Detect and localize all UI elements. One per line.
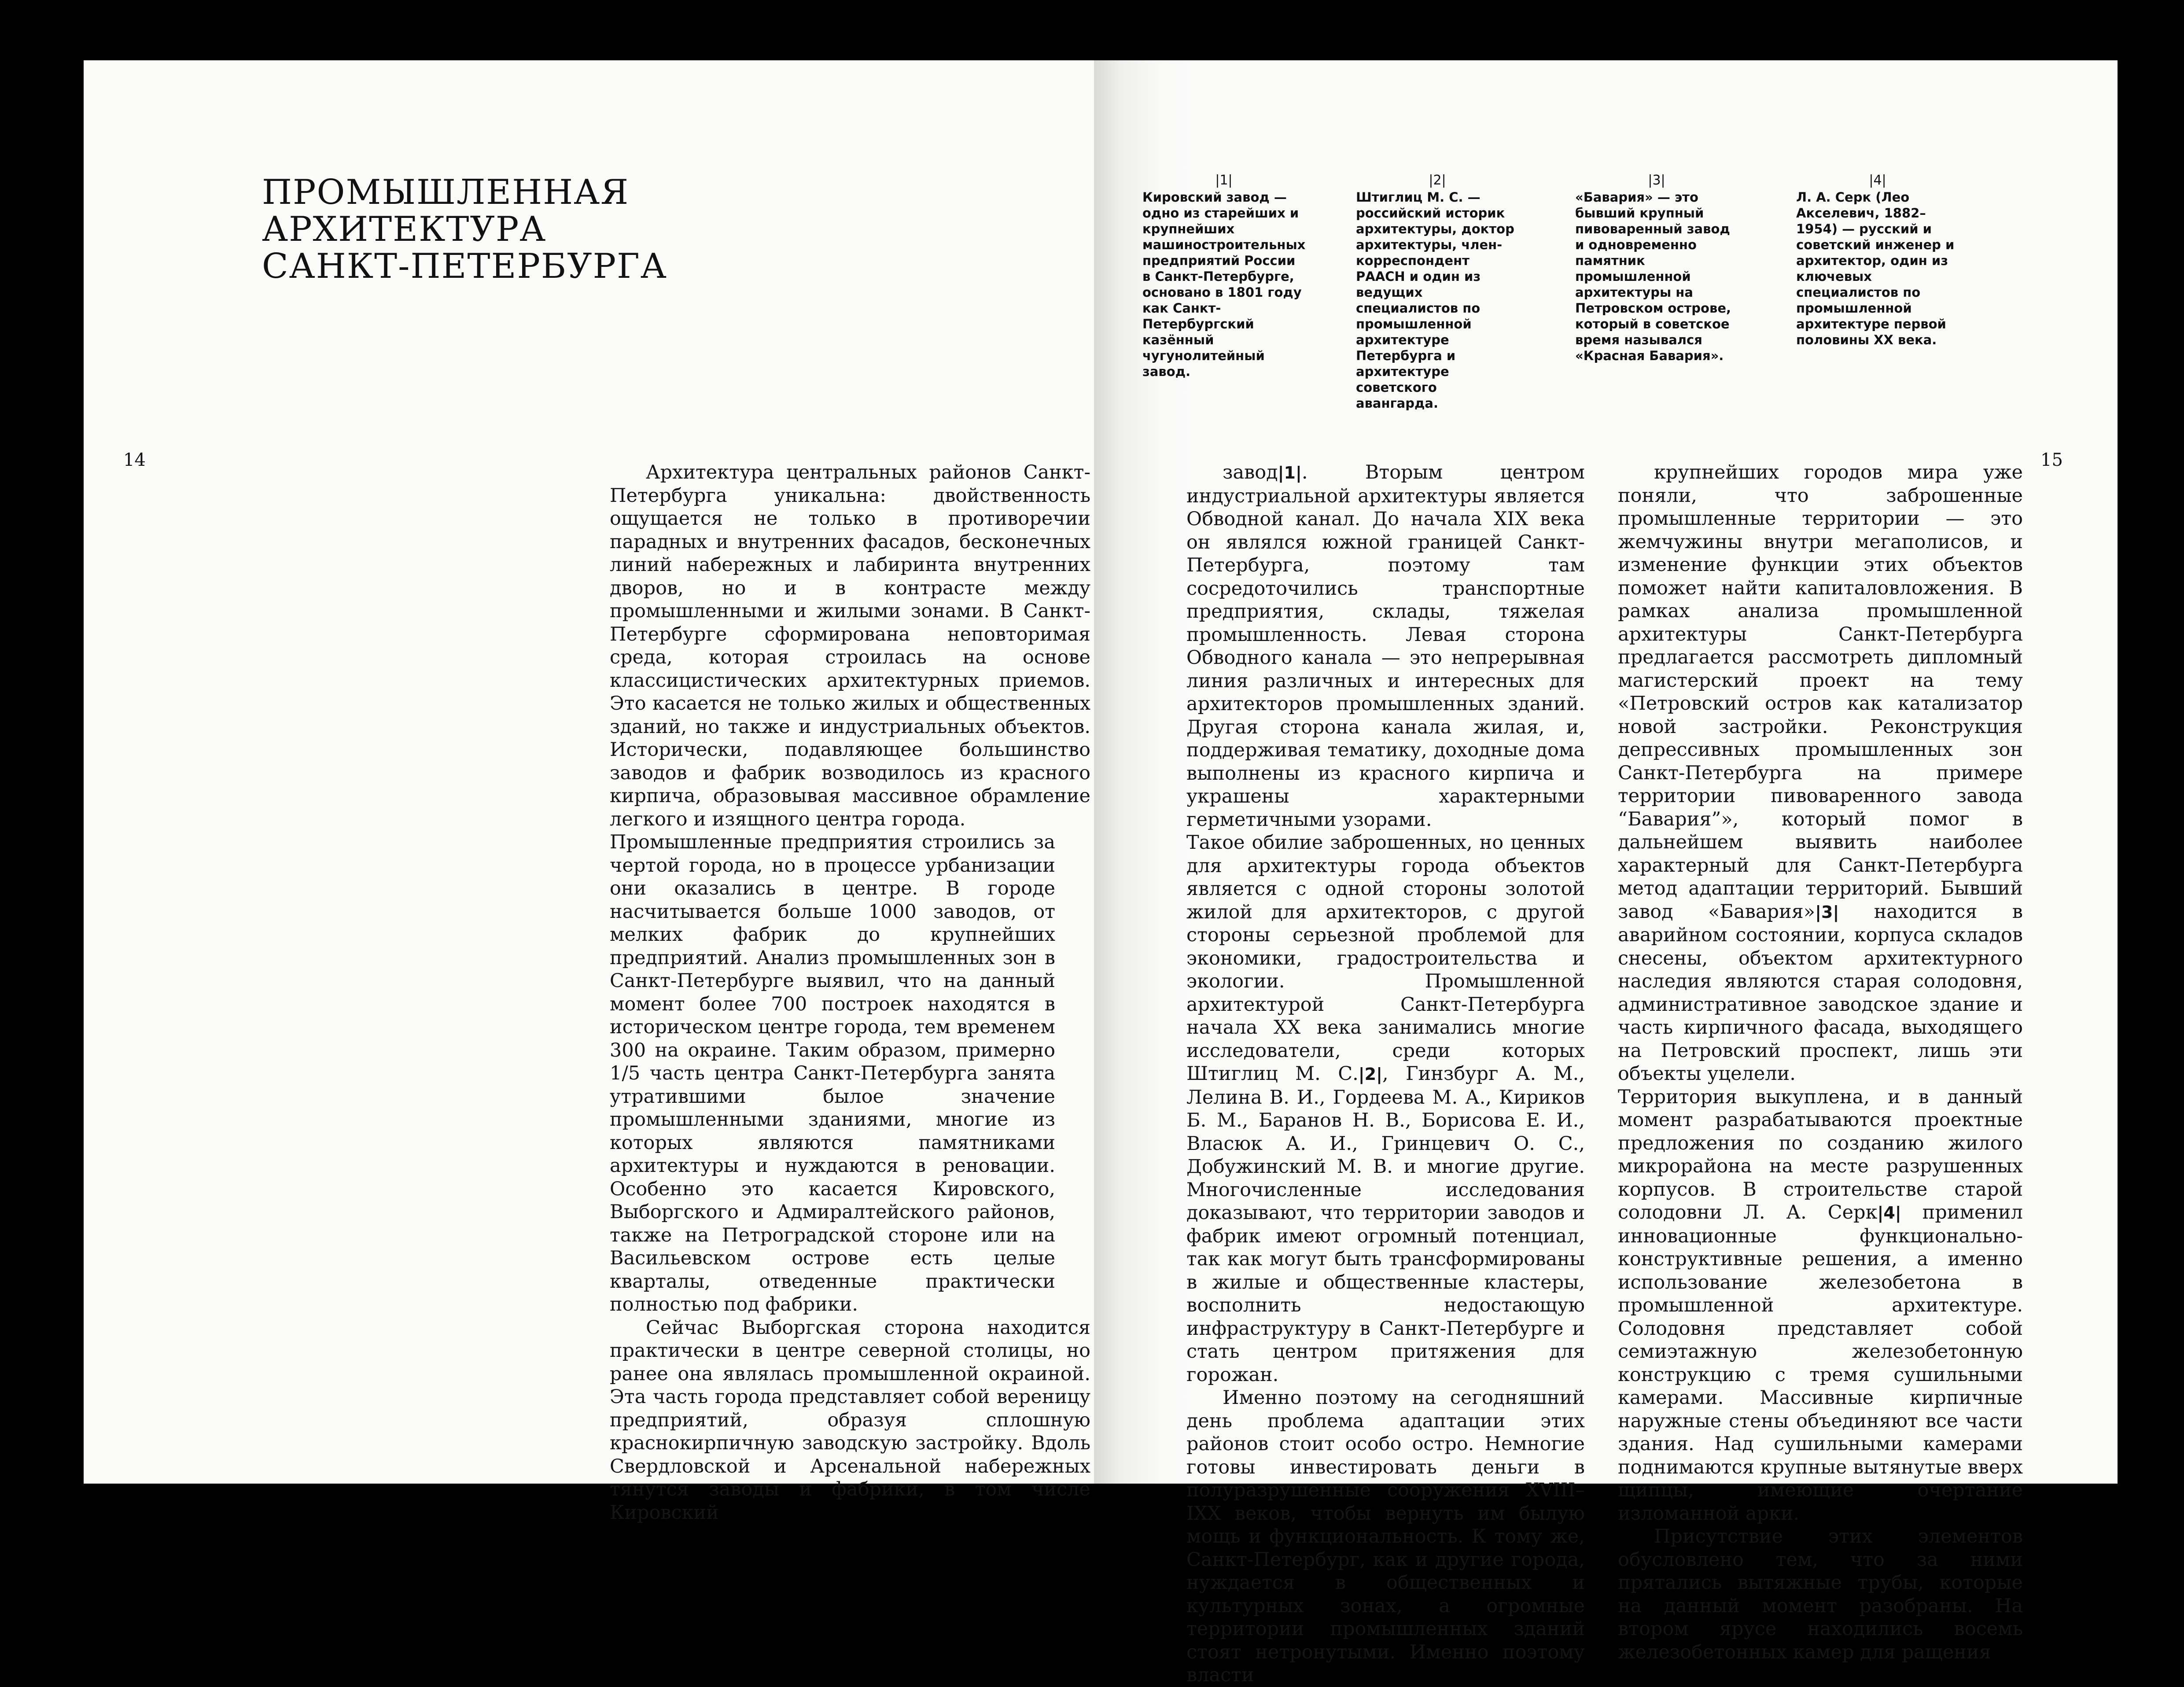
body-paragraph: Промышленные предприятия строились за чертой города, но в процессе урбанизации они оказались в центре. В городе насчитывается больше 1000 заводов, от мелких фабрик до крупнейших предприятий. Анализ промышленных зон в Санкт-Петербурге выявил, что на данный момент более 700 построек находятся в историческом центре города, тем временем 300 на окраине. Таким образом, примерно 1/5 часть центра Санкт-Петербурга занята утратившими былое значение промышленными зданиями, многие из которых являются памятниками архитектуры и нуждаются в реновации. Особенно это касается Кировского, Выборгского и Адмиралтейского районов, также на Петроградской стороне или на Васильевском острове есть целые кварталы, отведенные практически полностью под фабрики. — [610, 831, 1055, 1315]
footnote-text: «Бавария» — это бывший крупный пивоваренный завод и одновременно памятник промышленной архитектуры на Петровском острове, который в советское время назывался «Красная Бавария». — [1575, 190, 1731, 363]
footnote-number: |4| — [1869, 173, 1886, 188]
footnote-3 — [1575, 173, 1738, 364]
body-paragraph: Территория выкуплена, и в данный момент разрабатываются проектные предложения по созданию жилого микрорайона на месте разрушенных корпусов. В строительстве старой солодовни Л. А. Серк|4| применил инновационные функционально-конструктивные решения, а именно использование железобетона в промышленной архитектуре. Солодовня представляет собой семиэтажную железобетонную конструкцию с тремя сушильными камерами. Массивные кирпичные наружные стены объединяют все части здания. Над сушильными камерами поднимаются крупные вытянутые вверх щипцы, имеющие очертание изломанной арки. — [1618, 1086, 2023, 1525]
footnote-4 — [1796, 173, 1959, 348]
footnote-2 — [1356, 173, 1519, 411]
page-title — [262, 174, 667, 285]
title-line-3: САНКТ-ПЕТЕРБУРГА — [262, 247, 667, 286]
body-paragraph: крупнейших городов мира уже поняли, что заброшенные промышленные территории — это жемчужины внутри мегаполисов, и изменение функции этих объектов поможет найти капиталовложения. В рамках анализа промышленной архитектуры Санкт-Петербурга предлагается рассмотреть дипломный магистерский проект на тему «Петровский остров как катализатор новой застройки. Реконструкция депрессивных промышленных зон Санкт-Петербурга на примере территории пивоваренного завода “Бавария”», который помог в дальнейшем выявить наиболее характерный для Санкт-Петербурга метод адаптации территорий. Бывший завод «Бавария»|3| находится в аварийном состоянии, корпуса складов снесены, объектом архитектурного наследия являются старая солодовня, административное заводское здание и часть кирпичного фасада, выходящего на Петровский проспект, лишь эти объекты уцелели. — [1618, 461, 2023, 1085]
right-body-column-2 — [1618, 461, 2023, 1664]
footnote-number: |3| — [1648, 173, 1665, 188]
page-number-right: 15 — [2040, 450, 2063, 470]
body-paragraph: Такое обилие заброшенных, но ценных для архитектуры города объектов является с одной стороны золотой жилой для архитекторов, с другой стороны серьезной проблемой для экономики, градостроительства и экологии. Промышленной архитектурой Санкт-Петербурга начала XX века занимались многие исследователи, среди которых Штиглиц М. С.|2|, Гинзбург А. М., Лелина В. И., Гордеева М. А., Кириков Б. М., Баранов Н. В., Борисова Е. И., Власюк А. И., Гринцевич О. С., Добужинский М. В. и многие другие. Многочисленные исследования доказывают, что территории заводов и фабрик имеют огромный потенциал, так как могут быть трансформированы в жилые и общественные кластеры, восполнить недостающую инфраструктуру в Санкт-Петербурге и стать центром притяжения для горожан. — [1186, 832, 1585, 1386]
body-paragraph: Сейчас Выборгская сторона находится практически в центре северной столицы, но ранее она являлась промышленной окраиной. Эта часть города представляет собой вереницу предприятий, образуя сплошную краснокирпичную заводскую застройку. Вдоль Свердловской и Арсенальной набережных тянутся заводы и фабрики, в том числе Кировский — [610, 1316, 1090, 1524]
title-line-2: АРХИТЕКТУРА — [262, 210, 547, 249]
footnote-number: |2| — [1429, 173, 1446, 188]
body-paragraph: Архитектура центральных районов Санкт-Петербурга уникальна: двойственность ощущается не только в противоречии парадных и внутренних фасадов, бесконечных линий набережных и лабиринта внутренних дворов, но и в контрасте между промышленными и жилыми зонами. В Санкт-Петербурге сформирована неповторимая среда, которая строилась на основе классицистических архитектурных приемов. Это касается не только жилых и общественных зданий, но также и индустриальных объектов. Исторически, подавляющее большинство заводов и фабрик возводилось из красного кирпича, образовывая массивное обрамление легкого и изящного центра города. — [610, 461, 1090, 830]
footnote-text: Кировский завод — одно из старейших и крупнейших машиностроительных предприятий России в Санкт-Петербурге, основано в 1801 году как Санкт-Петербургский казённый чугунолитейный завод. — [1142, 190, 1306, 379]
footnote-1 — [1142, 173, 1305, 379]
page-number-left: 14 — [123, 450, 146, 470]
footnote-ref-1: |1| — [1278, 463, 1302, 483]
body-paragraph: завод|1|. Вторым центром индустриальной архитектуры является Обводной канал. До начала XIX века он являлся южной границей Санкт-Петербурга, поэтому там сосредоточились транспортные предприятия, склады, тяжелая промышленность. Левая сторона Обводного канала — это непрерывная линия различных и интересных для архитекторов промышленных зданий. Другая сторона канала жилая, и, поддерживая тематику, доходные дома выполнены из красного кирпича и украшены характерными герметичными узорами. — [1186, 461, 1585, 831]
right-page — [1094, 60, 2118, 1686]
left-page — [84, 60, 1094, 1524]
title-line-1: ПРОМЫШЛЕННАЯ — [262, 173, 630, 212]
footnote-text: Л. А. Серк (Лео Акселевич, 1882–1954) — русский и советский инженер и архитектор, один из ключевых специалистов по промышленной архитектуре первой половины XX века. — [1796, 190, 1955, 347]
footnote-ref-2: |2| — [1358, 1065, 1382, 1084]
footnote-number: |1| — [1215, 173, 1233, 188]
footnote-ref-3: |3| — [1815, 902, 1839, 922]
right-body-column-1 — [1186, 461, 1585, 1687]
footnote-text: Штиглиц М. С. — российский историк архитектуры, доктор архитектуры, член-корреспондент РААСН и один из ведущих специалистов по промышленной архитектуре Петербурга и архитектуре советского авангарда. — [1356, 190, 1514, 411]
footnote-ref-4: |4| — [1877, 1203, 1901, 1223]
body-paragraph: Присутствие этих элементов обусловлено тем, что за ними прятались вытяжные трубы, которые на данный момент разобраны. На втором ярусе находились восемь железобетонных камер для ращения — [1618, 1525, 2023, 1663]
left-body-column — [610, 461, 1090, 1524]
body-paragraph: Именно поэтому на сегодняшний день проблема адаптации этих районов стоит особо остро. Немногие готовы инвестировать деньги в полуразрушенные сооружения XVIII–IXX веков, чтобы вернуть им былую мощь и функциональность. К тому же, Санкт-Петербург, как и другие города, нуждается в общественных и культурных зонах, а огромные территории промышленных зданий стоят нетронутыми. Именно поэтому власти — [1186, 1387, 1585, 1686]
